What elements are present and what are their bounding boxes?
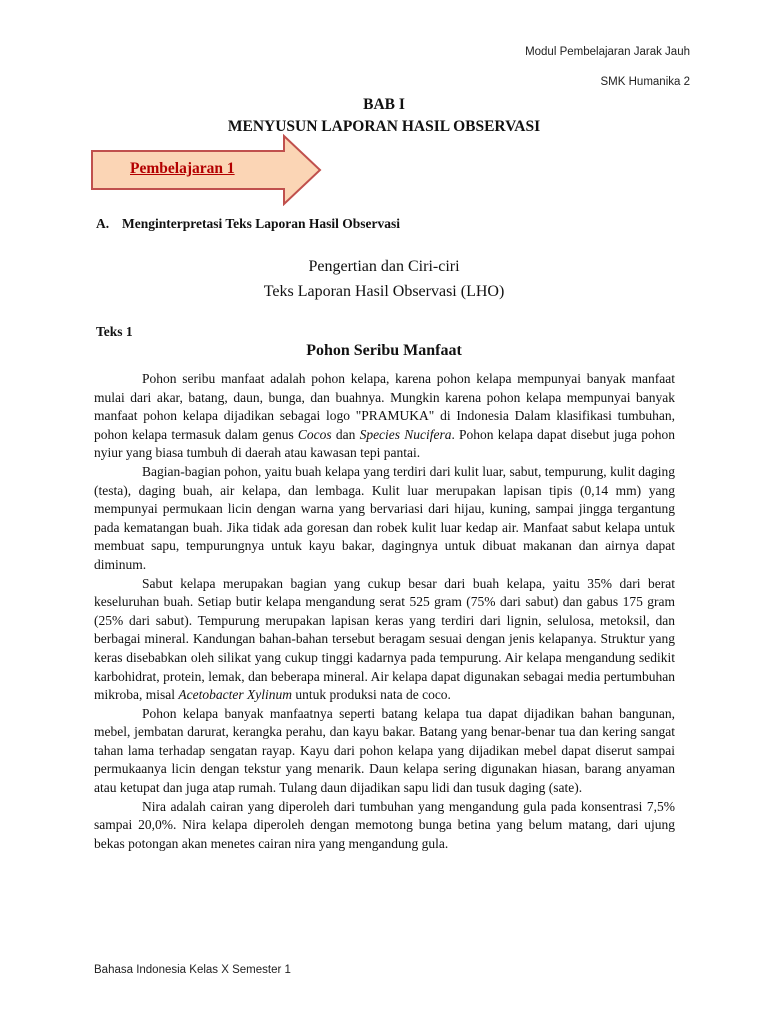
subtitle-line-1: Pengertian dan Ciri-ciri — [308, 258, 460, 275]
section-title: Menginterpretasi Teks Laporan Hasil Observasi — [122, 216, 401, 231]
paragraph-4: Pohon kelapa banyak manfaatnya seperti batang kelapa tua dapat dijadikan bahan bangunan, mebel, jembatan darurat, kerangka perahu, dan kayu bakar. Batang yang benar-benar tua dan kering sangat tahan lama terhadap sengatan rayap. Kayu dari pohon kelapa yang dijadikan mebel dapat diserut sampai permukaanya licin dengan tekstur yang menarik. Daun kelapa sering digunakan hiasan, barang anyaman atau ketupat dan juga atap rumah. Tulang daun dijadikan sapu lidi dan tusuk daging (sate). — [94, 705, 675, 796]
section-number: A. — [96, 216, 110, 231]
text-label: Teks 1 — [96, 324, 133, 339]
footer-text: Bahasa Indonesia Kelas X Semester 1 — [94, 964, 291, 976]
chapter-title: MENYUSUN LAPORAN HASIL OBSERVASI — [227, 118, 541, 135]
paragraph-5: Nira adalah cairan yang diperoleh dari tumbuhan yang mengandung gula pada konsentrasi 7,5% sampai 20,0%. Nira kelapa diperoleh dengan memotong bunga betina yang belum matang, dari ujung bekas potongan akan menetes cairan nira yang mengandung gula. — [94, 798, 675, 851]
body-text — [94, 370, 675, 853]
chapter-number: BAB I — [363, 96, 405, 113]
paragraph-3: Sabut kelapa merupakan bagian yang cukup besar dari buah kelapa, yaitu 35% dari berat keseluruhan buah. Setiap butir kelapa mengandung serat 525 gram (75% dari sabut) dan gabus 175 gram (25% dari sabut). Tempurung merupakan lapisan keras yang terdiri dari lignin, selulosa, metoksil, dan berbagai mineral. Kandungan bahan-bahan tersebut beragam sesuai dengan jenis kelapanya. Struktur yang keras disebabkan oleh silikat yang cukup tinggi kadarnya pada tempurung. Air kelapa mengandung sedikit karbohidrat, protein, lemak, dan beberapa mineral. Air kelapa dapat digunakan sebagai media pertumbuhan mikroba, misal Acetobacter Xylinum untuk produksi nata de coco. — [94, 575, 675, 703]
subtitle-line-2: Teks Laporan Hasil Observasi (LHO) — [263, 283, 505, 300]
text-title: Pohon Seribu Manfaat — [306, 342, 462, 359]
lesson-arrow-banner — [88, 134, 324, 206]
section-heading — [96, 216, 400, 232]
header-school-name: SMK Humanika 2 — [600, 76, 690, 88]
paragraph-1: Pohon seribu manfaat adalah pohon kelapa, karena pohon kelapa mempunyai banyak manfaat mulai dari akar, batang, daun, bunga, dan buahnya. Mungkin karena pohon kelapa mempunyai banyak manfaat pohon kelapa dijadikan sebagai logo "PRAMUKA" di Indonesia Dalam klasifikasi tumbuhan, pohon kelapa termasuk dalam genus Cocos dan Species Nucifera. Pohon kelapa dapat disebut juga pohon nyiur yang biasa tumbuh di daerah atau kawasan tepi pantai. — [94, 371, 675, 461]
header-module-title: Modul Pembelajaran Jarak Jauh — [525, 46, 690, 58]
lesson-label: Pembelajaran 1 — [130, 160, 235, 177]
paragraph-2: Bagian-bagian pohon, yaitu buah kelapa yang terdiri dari kulit luar, sabut, tempurung, kulit daging (testa), daging buah, air kelapa, dan lembaga. Kulit luar merupakan lapisan tipis (0,14 mm) yang mempunyai permukaan licin dengan warna yang bervariasi dari hijau, kuning, sampai jingga tergantung pada kematangan buah. Jika tidak ada goresan dan robek kulit luar kedap air. Manfaat sabut kelapa untuk membuat sapu, tempurungnya untuk kayu bakar, dagingnya untuk dibuat makanan dan airnya dapat diminum. — [94, 463, 675, 572]
